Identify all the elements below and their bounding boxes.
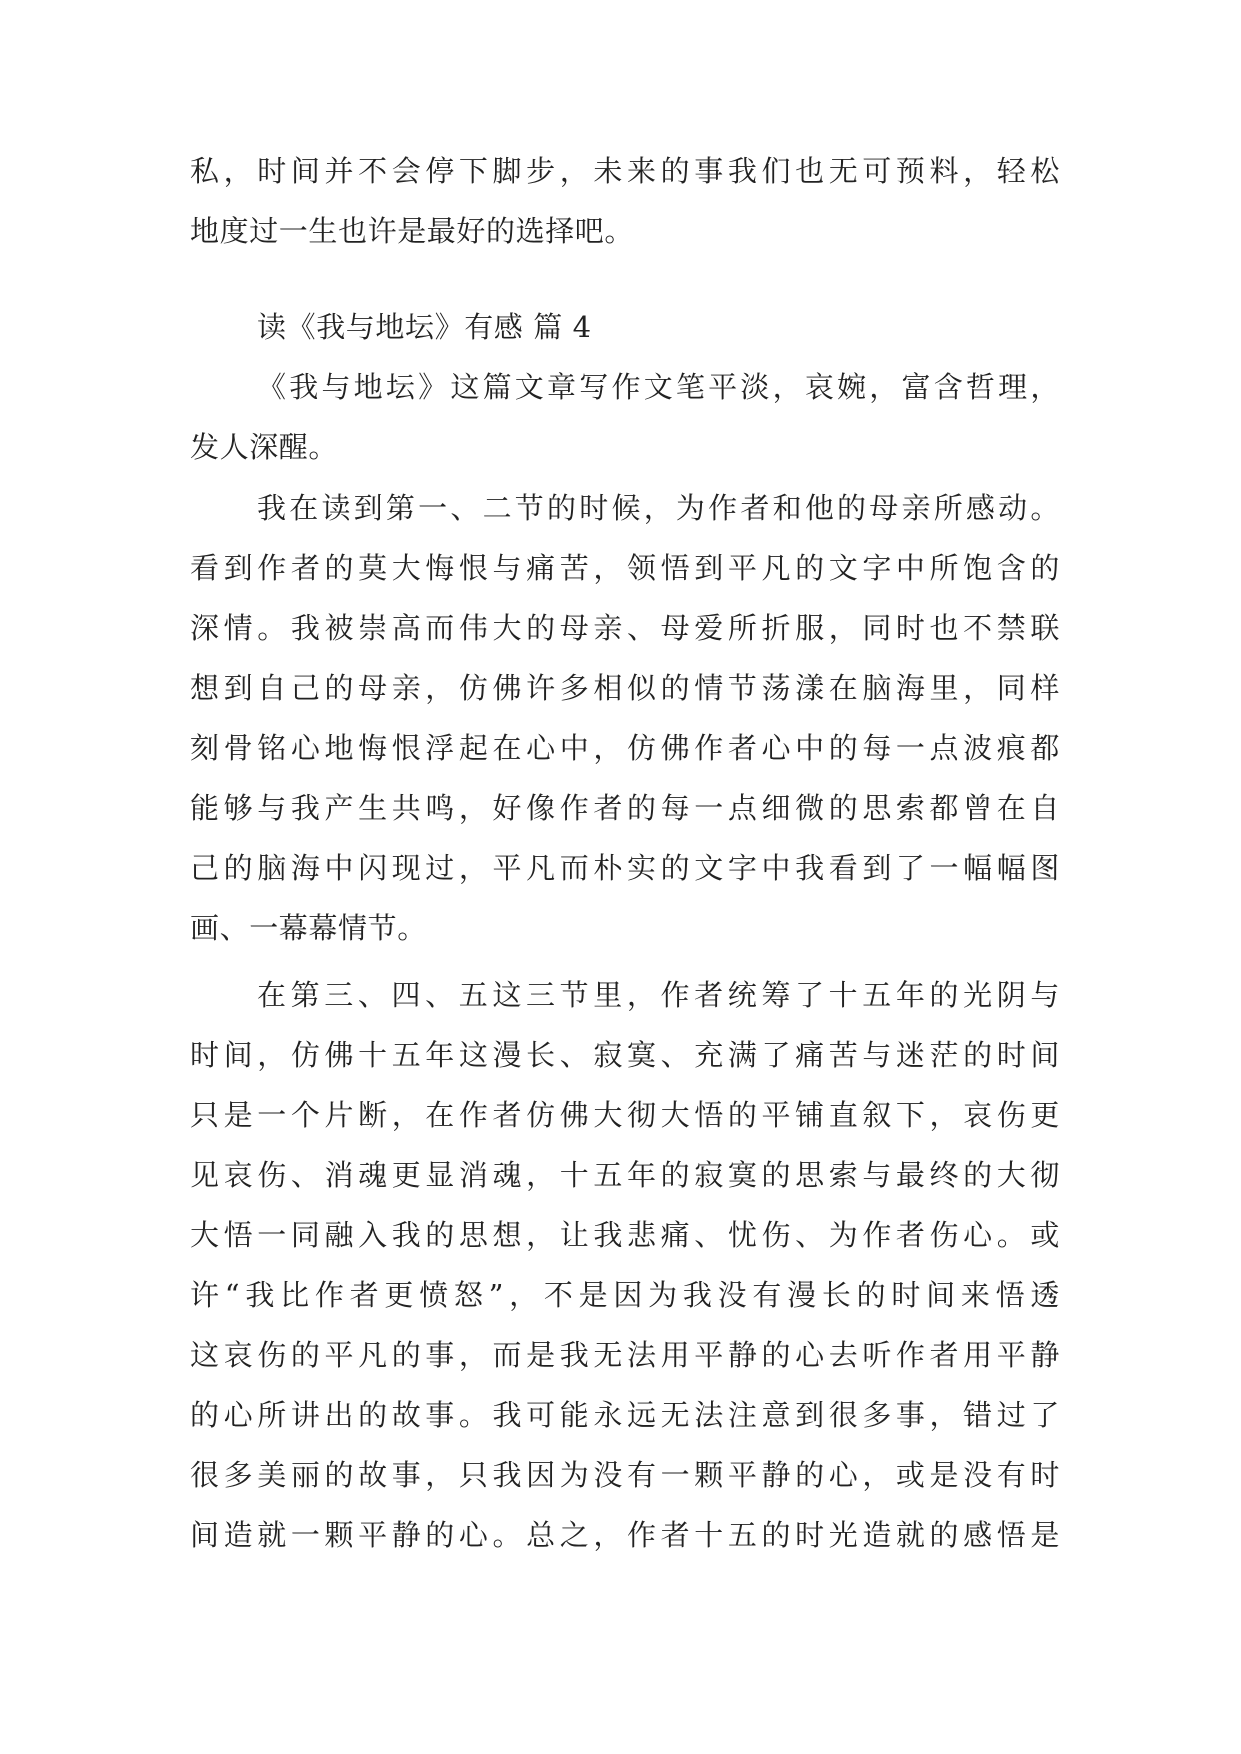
text-line: 深情。我被崇高而伟大的母亲、母爱所折服，同时也不禁联 [190, 611, 1060, 645]
text-line: 己的脑海中闪现过，平凡而朴实的文字中我看到了一幅幅图 [190, 851, 1060, 885]
text-line: 的心所讲出的故事。我可能永远无法注意到很多事，错过了 [190, 1398, 1060, 1432]
paragraph-intro [190, 357, 1060, 477]
text-line: 只是一个片断，在作者仿佛大彻大悟的平铺直叙下，哀伤更 [190, 1098, 1060, 1132]
heading-text: 读《我与地坛》有感 篇 4 [257, 310, 592, 344]
text-line: 间造就一颗平静的心。总之，作者十五的时光造就的感悟是 [190, 1518, 1060, 1552]
text-line: 在第三、四、五这三节里，作者统筹了十五年的光阴与 [257, 978, 1060, 1012]
text-line: 想到自己的母亲，仿佛许多相似的情节荡漾在脑海里，同样 [190, 671, 1060, 705]
text-line: 私，时间并不会停下脚步，未来的事我们也无可预料，轻松 [190, 154, 1060, 188]
text-line: 《我与地坛》这篇文章写作文笔平淡，哀婉，富含哲理， [257, 370, 1060, 404]
text-line: 地度过一生也许是最好的选择吧。 [190, 214, 635, 248]
text-line: 刻骨铭心地悔恨浮起在心中，仿佛作者心中的每一点波痕都 [190, 731, 1060, 765]
text-line: 许“我比作者更愤怒”，不是因为我没有漫长的时间来悟透 [190, 1278, 1060, 1312]
text-line: 见哀伤、消魂更显消魂，十五年的寂寞的思索与最终的大彻 [190, 1158, 1060, 1192]
paragraph-continuation [190, 141, 1060, 261]
text-line: 我在读到第一、二节的时候，为作者和他的母亲所感动。 [257, 491, 1060, 525]
text-line: 能够与我产生共鸣，好像作者的每一点细微的思索都曾在自 [190, 791, 1060, 825]
paragraph-sections-one-two [190, 478, 1060, 958]
text-line: 画、一幕幕情节。 [190, 911, 427, 945]
text-line: 发人深醒。 [190, 430, 339, 464]
section-heading [190, 297, 1060, 357]
text-line: 很多美丽的故事，只我因为没有一颗平静的心，或是没有时 [190, 1458, 1060, 1492]
text-line: 大悟一同融入我的思想，让我悲痛、忧伤、为作者伤心。或 [190, 1218, 1060, 1252]
text-line: 看到作者的莫大悔恨与痛苦，领悟到平凡的文字中所饱含的 [190, 551, 1060, 585]
paragraph-sections-three-five [190, 965, 1060, 1565]
text-line: 时间，仿佛十五年这漫长、寂寞、充满了痛苦与迷茫的时间 [190, 1038, 1060, 1072]
text-line: 这哀伤的平凡的事，而是我无法用平静的心去听作者用平静 [190, 1338, 1060, 1372]
